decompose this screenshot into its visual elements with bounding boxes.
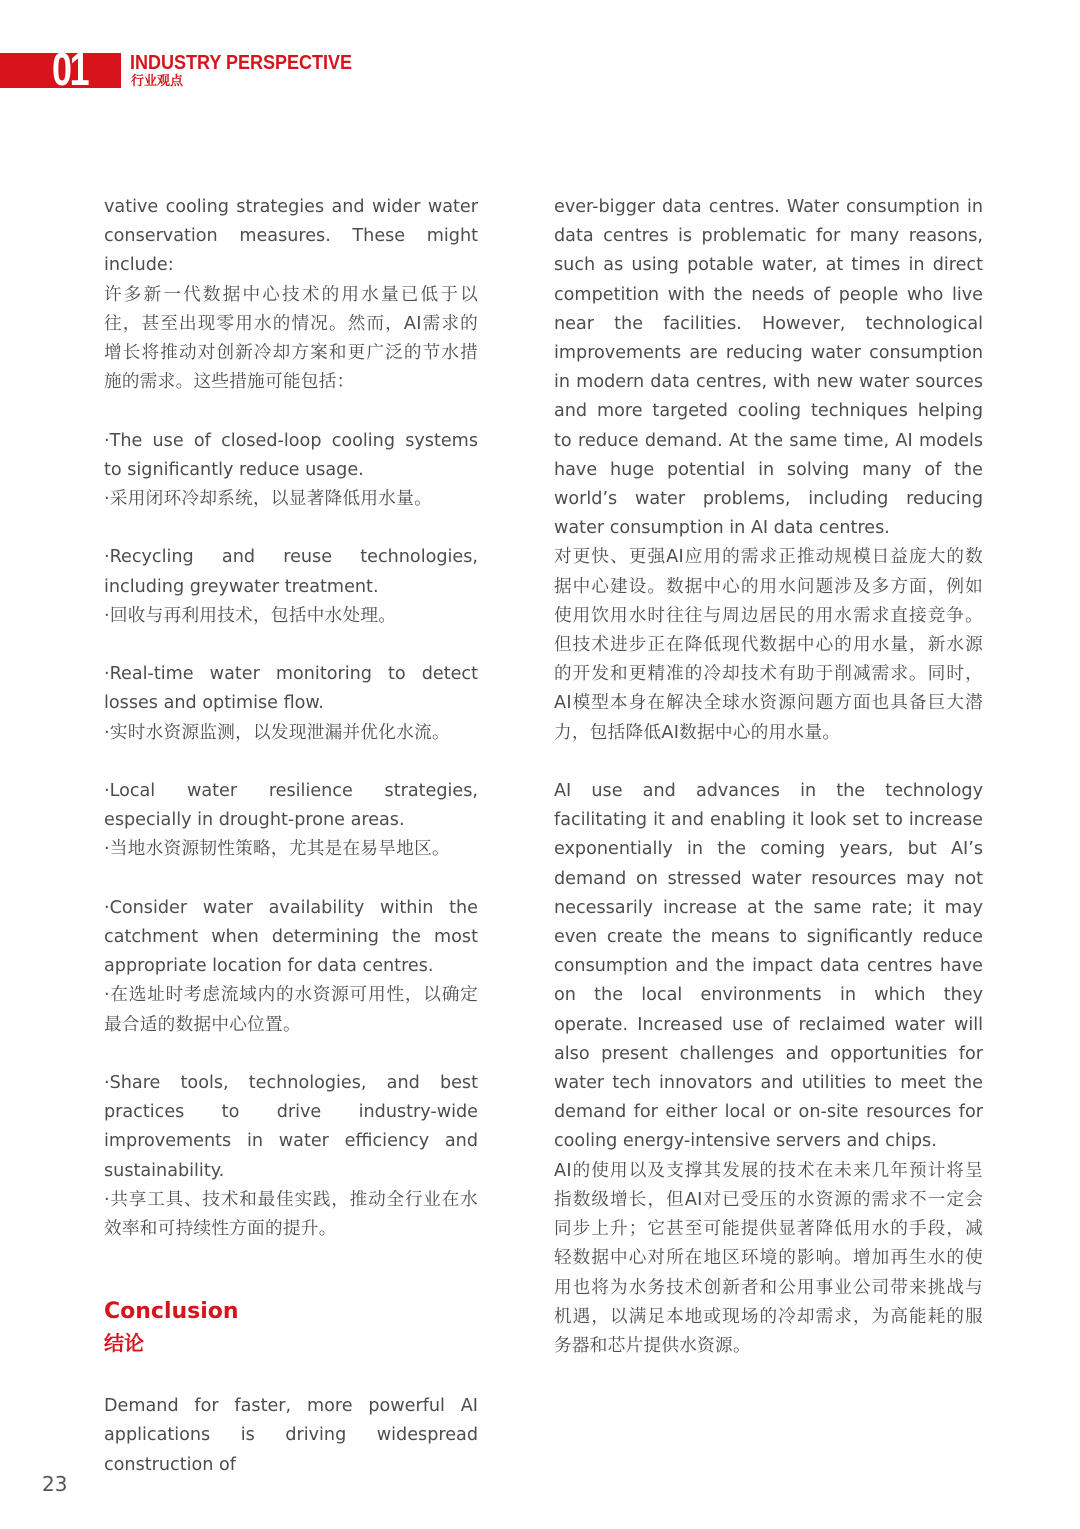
paragraph-1-en: ever-bigger data centres. Water consumption in data centres is problematic for many reasons, such as using potable water, at times in direct competition with the needs of people who live near the facilities. However, technological improvements are reducing water consumption in modern data centres, with new water sources and more targeted cooling techniques helping to reduce demand. At the same time, AI models have huge potential in solving many of the world’s water problems, including reducing water consumption in AI data centres. [554, 197, 983, 539]
bullet-text-zh: ·采用闭环冷却系统，以显著降低用水量。 [104, 489, 432, 510]
section-title-en: INDUSTRY PERSPECTIVE [130, 52, 353, 74]
section-title-zh: 行业观点 [131, 74, 184, 89]
bullet-item [104, 660, 478, 748]
bullet-text-zh: ·实时水资源监测，以发现泄漏并优化水流。 [104, 722, 450, 743]
paragraph-2-en: AI use and advances in the technology facilitating it and enabling it look set to increase exponentially in the coming years, but AI’s demand on stressed water resources may not necessarily increase at the same rate; it may even create the means to significantly reduce consumption and the impact data centres have on the local environments in which they operate. Increased use of reclaimed water will also present challenges and opportunities for water tech innovators and utilities to meet the demand for either local or on-site resources for cooling energy-intensive servers and chips. [554, 781, 983, 1152]
paragraph-1-zh: 对更快、更强AI应用的需求正推动规模日益庞大的数据中心建设。数据中心的用水问题涉及多方面，例如使用饮用水时往往与周边居民的用水需求直接竞争。但技术进步正在降低现代数据中心的用水量，新水源的开发和更精准的冷却技术有助于削减需求。同时，AI模型本身在解决全球水资源问题方面也具备巨大潜力，包括降低AI数据中心的用水量。 [554, 547, 983, 743]
paragraph-2-zh: AI的使用以及支撑其发展的技术在未来几年预计将呈指数级增长，但AI对已受压的水资源的需求不一定会同步上升；它甚至可能提供显著降低用水的手段，减轻数据中心对所在地区环境的影响。增加再生水的使用也将为水务技术创新者和公用事业公司带来挑战与机遇，以满足本地或现场的冷却需求，为高能耗的服务器和芯片提供水资源。 [554, 1160, 983, 1356]
intro-paragraph-zh: 许多新一代数据中心技术的用水量已低于以往，甚至出现零用水的情况。然而，AI需求的增长将推动对创新冷却方案和更广泛的节水措施的需求。这些措施可能包括： [104, 284, 478, 393]
bullet-item [104, 1069, 478, 1244]
bullet-item [104, 427, 478, 515]
bullet-item [104, 543, 478, 631]
bullet-text-zh: ·回收与再利用技术，包括中水处理。 [104, 605, 397, 626]
left-column [104, 193, 478, 1480]
bullet-text-en: ·Recycling and reuse technologies, including greywater treatment. [104, 547, 478, 597]
bullet-text-en: ·Share tools, technologies, and best practices to drive industry-wide improvements in water efficiency and sustainability. [104, 1073, 478, 1181]
bullet-item [104, 894, 478, 1040]
bullet-text-zh: ·在选址时考虑流域内的水资源可用性，以确定最合适的数据中心位置。 [104, 985, 478, 1035]
bullet-text-en: ·Real-time water monitoring to detect losses and optimise flow. [104, 664, 478, 714]
intro-paragraph-en: vative cooling strategies and wider water conservation measures. These might include: [104, 197, 478, 276]
conclusion-paragraph-en: Demand for faster, more powerful AI applications is driving widespread construction of [104, 1396, 478, 1475]
bullet-text-en: ·The use of closed-loop cooling systems to significantly reduce usage. [104, 430, 478, 480]
bullet-text-en: ·Local water resilience strategies, especially in drought-prone areas. [104, 781, 478, 831]
conclusion-heading-en: Conclusion [104, 1299, 239, 1325]
bullet-text-en: ·Consider water availability within the catchment when determining the most appropriate location for data centres. [104, 897, 478, 977]
bullet-text-zh: ·当地水资源韧性策略，尤其是在易旱地区。 [104, 839, 450, 860]
conclusion-heading-zh: 结论 [104, 1331, 144, 1356]
section-header [0, 43, 360, 95]
right-column [554, 193, 983, 1361]
bullet-item [104, 777, 478, 865]
bullet-text-zh: ·共享工具、技术和最佳实践，推动全行业在水效率和可持续性方面的提升。 [104, 1189, 478, 1240]
page-number: 23 [42, 1472, 68, 1496]
section-number: 01 [52, 43, 88, 95]
